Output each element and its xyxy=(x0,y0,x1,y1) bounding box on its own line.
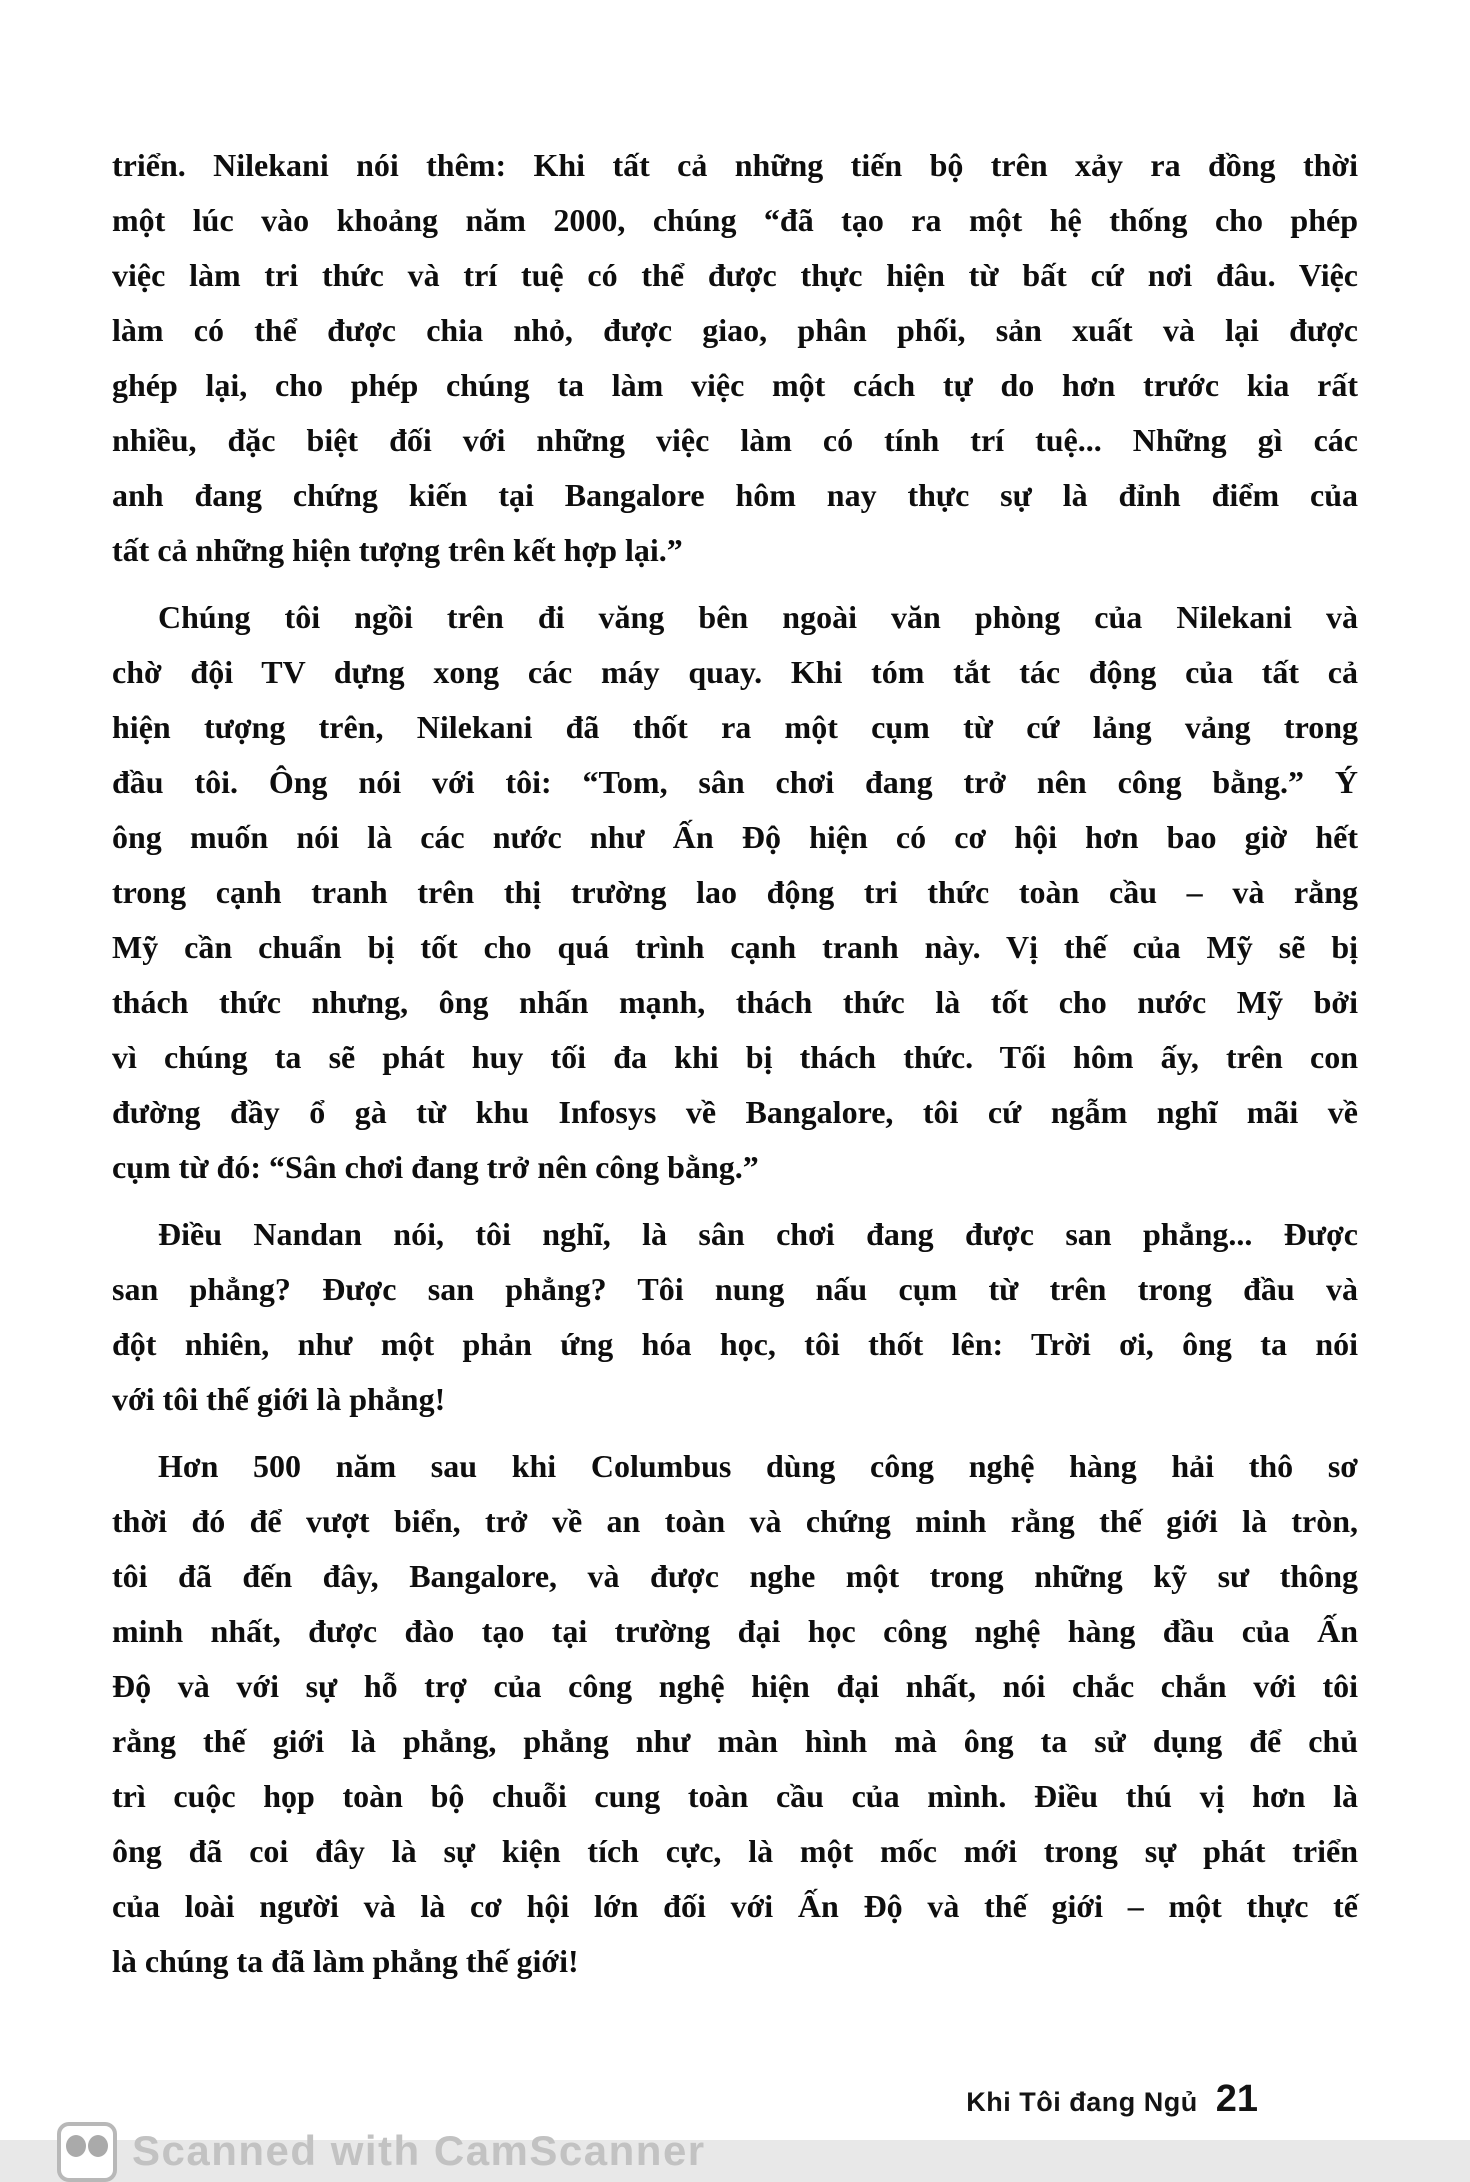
text-line: Mỹ cần chuẩn bị tốt cho quá trình cạnh tranh này. Vị thế của Mỹ sẽ bị xyxy=(112,929,1358,965)
text-line: một lúc vào khoảng năm 2000, chúng “đã tạo ra một hệ thống cho phép xyxy=(112,202,1358,238)
text-line: vì chúng ta sẽ phát huy tối đa khi bị thách thức. Tối hôm ấy, trên con xyxy=(112,1039,1358,1075)
text-line: rằng thế giới là phẳng, phẳng như màn hình mà ông ta sử dụng để chủ xyxy=(112,1723,1358,1759)
paragraph xyxy=(112,1439,1358,1989)
logo-dot-right xyxy=(88,2135,108,2157)
text-line: làm có thể được chia nhỏ, được giao, phân phối, sản xuất và lại được xyxy=(112,312,1358,348)
text-line: đột nhiên, như một phản ứng hóa học, tôi thốt lên: Trời ơi, ông ta nói xyxy=(112,1326,1358,1362)
text-line: triển. Nilekani nói thêm: Khi tất cả những tiến bộ trên xảy ra đồng thời xyxy=(112,147,1358,183)
text-line: thách thức nhưng, ông nhấn mạnh, thách thức là tốt cho nước Mỹ bởi xyxy=(112,984,1358,1020)
text-line: nhiều, đặc biệt đối với những việc làm có tính trí tuệ... Những gì các xyxy=(112,422,1358,458)
text-line: anh đang chứng kiến tại Bangalore hôm nay thực sự là đỉnh điểm của xyxy=(112,477,1358,513)
text-line: chờ đội TV dựng xong các máy quay. Khi tóm tắt tác động của tất cả xyxy=(112,654,1358,690)
scanner-watermark-text: Scanned with CamScanner xyxy=(132,2127,706,2174)
text-line: Điều Nandan nói, tôi nghĩ, là sân chơi đang được san phẳng... Được xyxy=(158,1216,1358,1252)
text-line: ông muốn nói là các nước như Ấn Độ hiện có cơ hội hơn bao giờ hết xyxy=(112,819,1358,855)
text-line: hiện tượng trên, Nilekani đã thốt ra một cụm từ cứ lảng vảng trong xyxy=(112,709,1358,745)
paragraph xyxy=(112,590,1358,1195)
text-line: là chúng ta đã làm phẳng thế giới! xyxy=(112,1943,579,1979)
logo-dot-left xyxy=(66,2135,86,2157)
page-footer xyxy=(966,2078,1258,2121)
text-line: ghép lại, cho phép chúng ta làm việc một cách tự do hơn trước kia rất xyxy=(112,367,1358,403)
text-line: việc làm tri thức và trí tuệ có thể được thực hiện từ bất cứ nơi đâu. Việc xyxy=(112,257,1358,293)
text-line: đường đầy ổ gà từ khu Infosys về Bangalore, tôi cứ ngẫm nghĩ mãi về xyxy=(112,1094,1358,1130)
camscanner-logo-icon xyxy=(57,2122,117,2182)
text-line: tôi đã đến đây, Bangalore, và được nghe một trong những kỹ sư thông xyxy=(112,1558,1358,1594)
text-line: với tôi thế giới là phẳng! xyxy=(112,1381,446,1417)
text-block xyxy=(112,138,1358,1989)
text-line: Hơn 500 năm sau khi Columbus dùng công nghệ hàng hải thô sơ xyxy=(158,1448,1358,1484)
text-line: minh nhất, được đào tạo tại trường đại học công nghệ hàng đầu của Ấn xyxy=(112,1613,1358,1649)
text-line: trong cạnh tranh trên thị trường lao động tri thức toàn cầu – và rằng xyxy=(112,874,1358,910)
text-line: trì cuộc họp toàn bộ chuỗi cung toàn cầu của mình. Điều thú vị hơn là xyxy=(112,1778,1358,1814)
paragraph xyxy=(112,1207,1358,1427)
text-line: đầu tôi. Ông nói với tôi: “Tom, sân chơi đang trở nên công bằng.” Ý xyxy=(112,764,1358,800)
text-line: Độ và với sự hỗ trợ của công nghệ hiện đại nhất, nói chắc chắn với tôi xyxy=(112,1668,1358,1704)
text-line: ông đã coi đây là sự kiện tích cực, là một mốc mới trong sự phát triển xyxy=(112,1833,1358,1869)
paragraph xyxy=(112,138,1358,578)
page-number: 21 xyxy=(1215,2078,1258,2120)
text-line: san phẳng? Được san phẳng? Tôi nung nấu cụm từ trên trong đầu và xyxy=(112,1271,1358,1307)
text-line: Chúng tôi ngồi trên đi văng bên ngoài văn phòng của Nilekani và xyxy=(158,599,1358,635)
text-line: cụm từ đó: “Sân chơi đang trở nên công bằng.” xyxy=(112,1149,759,1185)
text-line: tất cả những hiện tượng trên kết hợp lại.” xyxy=(112,532,683,568)
chapter-title: Khi Tôi đang Ngủ xyxy=(966,2087,1198,2117)
text-line: thời đó để vượt biển, trở về an toàn và chứng minh rằng thế giới là tròn, xyxy=(112,1503,1358,1539)
text-line: của loài người và là cơ hội lớn đối với Ấn Độ và thế giới – một thực tế xyxy=(112,1888,1358,1924)
